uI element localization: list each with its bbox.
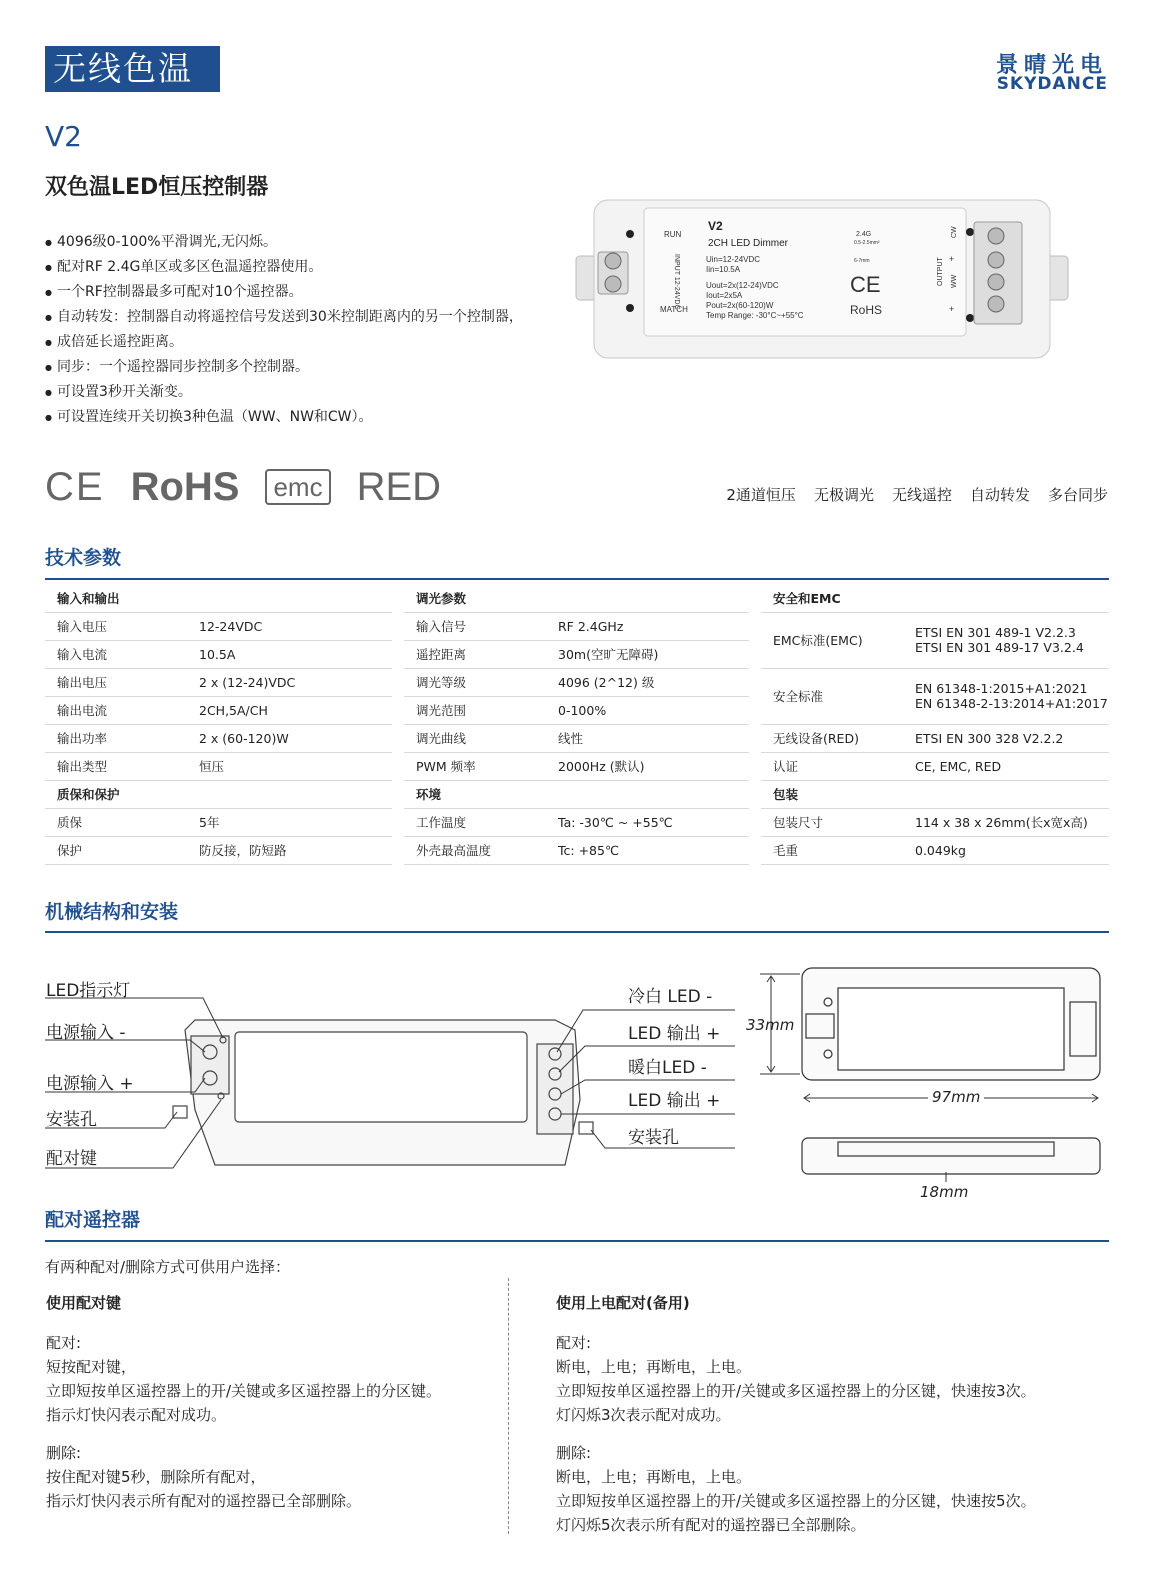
pairing-method-key	[46, 1291, 496, 1513]
instruction-line: 立即短按单区遥控器上的开/关键或多区遥控器上的分区键，快速按3次。	[556, 1382, 1036, 1400]
spec-table-dimming	[404, 584, 749, 865]
group-title: 调光参数	[404, 584, 749, 612]
feature-item: ● 同步：一个遥控器同步控制多个控制器。	[45, 355, 565, 380]
label-mounting-hole-left: 安装孔	[46, 1110, 97, 1130]
keyword: 2通道恒压	[726, 486, 796, 504]
spec-key: 输出类型	[45, 752, 187, 780]
pairing-method-power	[556, 1291, 1116, 1537]
feature-item: ● 4096级0-100%平滑调光,无闪烁。	[45, 230, 565, 255]
brand-name-en: SKYDANCE	[996, 74, 1108, 94]
section-rule	[45, 931, 1109, 933]
instruction-line: 短按配对键，	[46, 1358, 137, 1376]
spec-table-safety	[761, 584, 1109, 865]
spec-key: EMC标准(EMC)	[761, 612, 903, 668]
device-name: 2CH LED Dimmer	[708, 238, 789, 249]
instruction-line: 灯闪烁5次表示所有配对的遥控器已全部删除。	[556, 1516, 866, 1534]
pair-title: 配对:	[556, 1334, 592, 1352]
category-tag: 无线色温	[45, 46, 220, 92]
spec-key: 输入电流	[45, 640, 187, 668]
spec-value: ETSI EN 301 489-1 V2.2.3 ETSI EN 301 489-17 V3.2.4	[903, 612, 1109, 668]
spec-key: 无线设备(RED)	[761, 724, 903, 752]
instruction-line: 立即短按单区遥控器上的开/关键或多区遥控器上的分区键，快速按5次。	[556, 1492, 1036, 1510]
feature-item: ● 可设置连续开关切换3种色温（WW、NW和CW）。	[45, 405, 565, 430]
spec-value: 12-24VDC	[187, 612, 392, 640]
label-power-input-negative: 电源输入 -	[46, 1023, 126, 1043]
instruction-line: 断电，上电；再断电，上电。	[556, 1358, 752, 1376]
spec-table-io	[45, 584, 392, 865]
group-title: 环境	[404, 780, 749, 808]
spec-value: 恒压	[187, 752, 392, 780]
spec-key: PWM 频率	[404, 752, 546, 780]
section-title-mechanical: 机械结构和安装	[45, 901, 179, 923]
column-divider	[508, 1278, 509, 1534]
rohs-logo: RoHS	[130, 464, 240, 509]
product-photo	[572, 196, 1072, 362]
delete-title: 删除:	[46, 1444, 82, 1462]
spec-value: 防反接，防短路	[187, 836, 392, 864]
label-led-output-positive: LED 输出 +	[628, 1091, 721, 1111]
instruction-line: 灯闪烁3次表示配对成功。	[556, 1406, 731, 1424]
dim-depth-label: 18mm	[920, 1183, 969, 1201]
spec-value: 线性	[546, 724, 749, 752]
instruction-line: 指示灯快闪表示所有配对的遥控器已全部删除。	[46, 1492, 362, 1510]
wire-spec-1: 0.5-2.5mm²	[854, 240, 880, 246]
label-mounting-hole-right: 安装孔	[628, 1128, 679, 1148]
keyword: 无线遥控	[891, 486, 952, 504]
input-label: INPUT 12-24VDC	[673, 254, 680, 310]
spec-value: 10.5A	[187, 640, 392, 668]
instruction-line: 断电，上电；再断电，上电。	[556, 1468, 752, 1486]
device-temp: Temp Range: -30°C~+55°C	[706, 311, 804, 320]
device-iin: Iin=10.5A	[706, 265, 741, 274]
section-title-tech: 技术参数	[45, 547, 122, 569]
spec-key: 毛重	[761, 836, 903, 864]
spec-key: 认证	[761, 752, 903, 780]
instruction-line: 立即短按单区遥控器上的开/关键或多区遥控器上的分区键。	[46, 1382, 442, 1400]
spec-value: RF 2.4GHz	[546, 612, 749, 640]
spec-key: 外壳最高温度	[404, 836, 546, 864]
delete-title: 删除:	[556, 1444, 592, 1462]
label-ww-negative: 暖白LED -	[628, 1058, 707, 1078]
spec-key: 调光等级	[404, 668, 546, 696]
spec-key: 质保	[45, 808, 187, 836]
keyword-row	[726, 484, 1108, 505]
match-key-label: MATCH	[660, 305, 688, 314]
band-label: 2.4G	[856, 231, 872, 238]
label-led-indicator: LED指示灯	[46, 981, 131, 1001]
plus-label: +	[949, 304, 955, 314]
section-title-pairing: 配对遥控器	[45, 1209, 141, 1231]
method-heading: 使用配对键	[46, 1294, 122, 1312]
spec-key: 遥控距离	[404, 640, 546, 668]
wire-spec-2: 6-7mm	[854, 258, 870, 264]
feature-item: ● 一个RF控制器最多可配对10个遥控器。	[45, 280, 565, 305]
spec-key: 输入电压	[45, 612, 187, 640]
model-name: V2	[45, 120, 82, 153]
emc-logo: emc	[265, 469, 330, 505]
keyword: 多台同步	[1047, 486, 1108, 504]
spec-key: 工作温度	[404, 808, 546, 836]
group-title: 包装	[761, 780, 1109, 808]
spec-value: ETSI EN 300 328 V2.2.2	[903, 724, 1109, 752]
spec-key: 输入信号	[404, 612, 546, 640]
brand-name-cn: 景晴光电	[995, 53, 1108, 78]
label-match-key: 配对键	[46, 1149, 97, 1169]
device-rohs-mark: RoHS	[850, 303, 883, 317]
device-model: V2	[708, 219, 723, 233]
spec-value: 2CH,5A/CH	[187, 696, 392, 724]
spec-value: EN 61348-1:2015+A1:2021 EN 61348-2-13:2014+A1:2017	[903, 668, 1109, 724]
group-title: 质保和保护	[45, 780, 392, 808]
spec-key: 包装尺寸	[761, 808, 903, 836]
dimension-drawing	[740, 962, 1110, 1208]
red-logo: RED	[356, 464, 442, 509]
spec-value: CE, EMC, RED	[903, 752, 1109, 780]
label-power-input-positive: 电源输入 +	[46, 1074, 134, 1094]
spec-value: Ta: -30℃ ~ +55℃	[546, 808, 749, 836]
instruction-line: 按住配对键5秒，删除所有配对，	[46, 1468, 266, 1486]
run-led-label: RUN	[664, 230, 682, 239]
feature-item: ● 自动转发：控制器自动将遥控信号发送到30米控制距离内的另一个控制器，	[45, 305, 565, 330]
group-title: 输入和输出	[45, 584, 392, 612]
label-led-output-positive: LED 输出 +	[628, 1024, 721, 1044]
device-pout: Pout=2x(60-120)W	[706, 301, 774, 310]
section-rule	[45, 578, 1109, 580]
group-title: 安全和EMC	[761, 584, 1109, 612]
spec-key: 输出电压	[45, 668, 187, 696]
spec-value: 0-100%	[546, 696, 749, 724]
keyword: 自动转发	[969, 486, 1030, 504]
spec-key: 调光曲线	[404, 724, 546, 752]
pair-title: 配对:	[46, 1334, 82, 1352]
device-uin: Uin=12-24VDC	[706, 255, 761, 264]
spec-value: 2000Hz (默认)	[546, 752, 749, 780]
spec-value: 114 x 38 x 26mm(长x宽x高)	[903, 808, 1109, 836]
label-cw-negative: 冷白 LED -	[628, 987, 713, 1007]
spec-key: 保护	[45, 836, 187, 864]
spec-value: 0.049kg	[903, 836, 1109, 864]
ww-label: WW	[951, 274, 958, 288]
feature-list	[45, 230, 565, 430]
feature-item-continuation: ● 成倍延长遥控距离。	[45, 330, 565, 355]
feature-item: ● 可设置3秒开关渐变。	[45, 380, 565, 405]
section-rule	[45, 1240, 1109, 1242]
spec-value: 30m(空旷无障碍)	[546, 640, 749, 668]
ce-logo: CE	[45, 464, 105, 509]
pairing-intro: 有两种配对/删除方式可供用户选择：	[45, 1258, 291, 1276]
output-label: OUTPUT	[937, 257, 944, 286]
device-ce-mark: CE	[850, 272, 881, 297]
spec-key: 输出功率	[45, 724, 187, 752]
product-subtitle: 双色温LED恒压控制器	[45, 175, 269, 200]
instruction-line: 指示灯快闪表示配对成功。	[46, 1406, 227, 1424]
cw-label: CW	[951, 226, 958, 238]
spec-key: 调光范围	[404, 696, 546, 724]
spec-value: 2 x (12-24)VDC	[187, 668, 392, 696]
device-iout: Iout=2x5A	[706, 291, 743, 300]
plus-label: +	[949, 254, 955, 264]
spec-value: 4096 (2^12) 级	[546, 668, 749, 696]
spec-key: 输出电流	[45, 696, 187, 724]
device-uout: Uout=2x(12-24)VDC	[706, 281, 779, 290]
spec-value: 2 x (60-120)W	[187, 724, 392, 752]
spec-value: Tc: +85℃	[546, 836, 749, 864]
method-heading: 使用上电配对(备用)	[556, 1294, 690, 1312]
dim-length-label: 97mm	[928, 1088, 984, 1106]
certification-logos	[45, 465, 441, 509]
dim-height-label: 33mm	[746, 1016, 795, 1034]
feature-item: ● 配对RF 2.4G单区或多区色温遥控器使用。	[45, 255, 565, 280]
keyword: 无极调光	[813, 486, 874, 504]
spec-key: 安全标准	[761, 668, 903, 724]
spec-value: 5年	[187, 808, 392, 836]
